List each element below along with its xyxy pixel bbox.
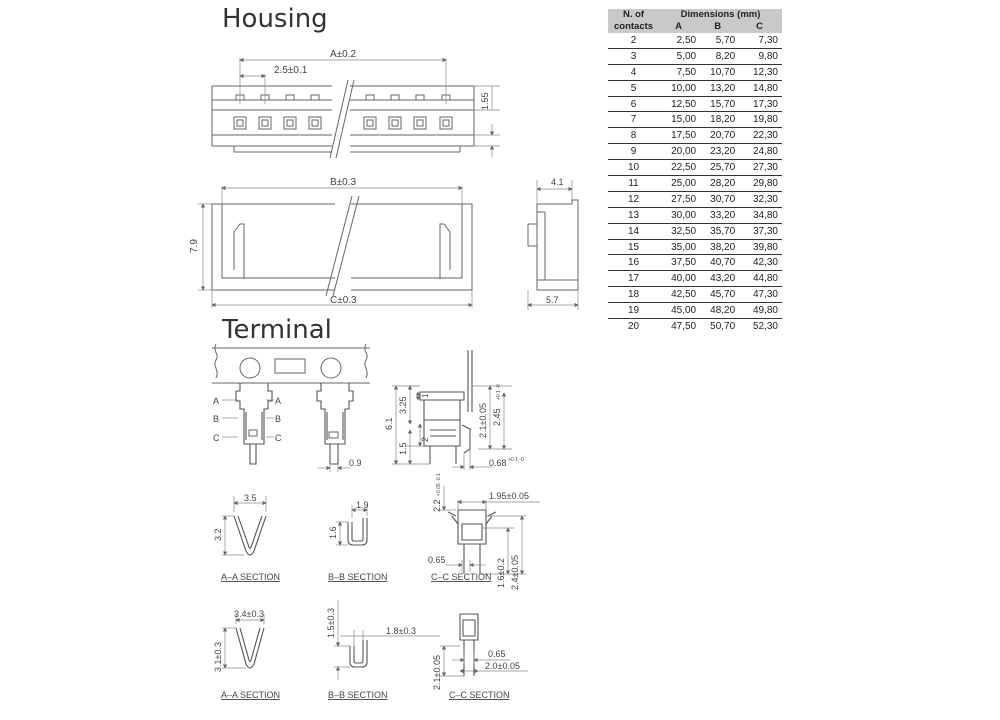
cell-contacts: 4 [608, 64, 659, 80]
cell-a: 17,50 [659, 128, 698, 144]
cell-b: 5,70 [698, 33, 737, 48]
cell-b: 10,70 [698, 64, 737, 80]
table-row [608, 319, 782, 334]
cell-c: 42,30 [737, 255, 782, 271]
section-aa-1 [213, 493, 280, 582]
cc1-left-tol: +0.05 -0.1 [436, 473, 442, 496]
cell-c: 37,30 [737, 223, 782, 239]
cell-a: 30,00 [659, 207, 698, 223]
cell-c: 14,80 [737, 80, 782, 96]
header-b: B [698, 21, 737, 33]
section-aa-2 [213, 609, 280, 700]
table-row [608, 223, 782, 239]
marker-a-left: A [213, 396, 220, 406]
header-c: C [737, 21, 782, 33]
cell-b: 50,70 [710, 320, 736, 332]
table-row [608, 207, 782, 223]
aa2-label: A–A SECTION [221, 690, 281, 700]
cell-a: 10,00 [659, 80, 698, 96]
bb1-height: 1.6 [328, 526, 338, 539]
cell-b: 33,20 [698, 207, 737, 223]
cc1-gap: 0.65 [428, 555, 446, 565]
cell-c: 29,80 [737, 176, 782, 192]
cell-c: 44,80 [737, 271, 782, 287]
dim-325: 3.25 [398, 396, 408, 414]
table-row [608, 48, 782, 64]
cc2-gap: 0.65 [488, 649, 506, 659]
dim-a: A±0.2 [330, 49, 357, 60]
cell-c: 7,30 [737, 33, 782, 48]
cell-c: 24,80 [737, 144, 782, 160]
cell-c: 49,80 [737, 303, 782, 319]
cell-contacts: 3 [608, 48, 659, 64]
cell-c: 52,30 [752, 320, 778, 332]
cell-c: 34,80 [737, 207, 782, 223]
cell-contacts: 5 [608, 80, 659, 96]
cell-a: 47,50 [671, 320, 697, 332]
aa1-height: 3.2 [213, 528, 223, 541]
dim-width-bottom: 5.7 [546, 295, 559, 305]
dim-61: 6.1 [384, 417, 394, 430]
cell-b: 40,70 [698, 255, 737, 271]
table-row [608, 271, 782, 287]
cc1-top: 1.95±0.05 [489, 491, 529, 501]
marker-c-left: C [213, 433, 220, 443]
housing-top-view [212, 49, 500, 158]
cell-a: 25,00 [659, 176, 698, 192]
cell-b: 38,20 [698, 239, 737, 255]
cell-a: 2,50 [659, 33, 698, 48]
table-row [608, 160, 782, 176]
cell-a: 42,50 [659, 287, 698, 303]
bb1-label: B–B SECTION [328, 572, 388, 582]
table-row [608, 144, 782, 160]
table-row [608, 303, 782, 319]
cell-a: 45,00 [659, 303, 698, 319]
cell-b: 43,20 [698, 271, 737, 287]
cell-b: 35,70 [698, 223, 737, 239]
cell-contacts: 7 [608, 112, 659, 128]
cell-b: 13,20 [698, 80, 737, 96]
cell-c: 19,80 [737, 112, 782, 128]
cc2-height: 2.1±0.05 [432, 655, 442, 690]
cell-contacts: 10 [608, 160, 659, 176]
aa2-width: 3.4±0.3 [234, 609, 264, 619]
section-cc-2 [432, 614, 528, 700]
cell-c: 27,30 [737, 160, 782, 176]
header-dimensions: Dimensions (mm) [659, 9, 782, 21]
marker-a-right: A [275, 396, 282, 406]
cell-a: 37,50 [659, 255, 698, 271]
dim-245: 2.45 [492, 408, 502, 426]
table-row [608, 239, 782, 255]
cell-a: 15,00 [659, 112, 698, 128]
cell-b: 18,20 [698, 112, 737, 128]
section-cc-1 [428, 473, 540, 590]
cell-contacts: 9 [608, 144, 659, 160]
cell-b: 28,20 [698, 176, 737, 192]
table-row [608, 176, 782, 192]
dim-09: 0.9 [349, 458, 362, 468]
cell-a: 7,50 [659, 64, 698, 80]
dim-b: B±0.3 [330, 177, 357, 188]
section-bb-1 [328, 500, 388, 582]
cell-b: 45,70 [698, 287, 737, 303]
cell-contacts: 11 [608, 176, 659, 192]
aa2-height: 3.1±0.3 [213, 642, 223, 672]
cell-a: 35,00 [659, 239, 698, 255]
dim-width-top: 4.1 [551, 177, 564, 187]
table-row [608, 287, 782, 303]
bb1-width: 1.9 [356, 500, 369, 510]
cell-c: 39,80 [737, 239, 782, 255]
cell-b: 20,70 [698, 128, 737, 144]
bb2-label: B–B SECTION [328, 690, 388, 700]
dim-pitch: 2.5±0.1 [274, 65, 308, 76]
dim-c: C±0.3 [330, 295, 357, 306]
cell-b: 23,20 [698, 144, 737, 160]
table-row [608, 191, 782, 207]
dimensions-table [608, 9, 782, 334]
dim-2: 2 [420, 436, 430, 442]
cell-contacts: 12 [608, 191, 659, 207]
aa1-width: 3.5 [244, 493, 257, 503]
header-contacts: N. of contacts [608, 9, 659, 33]
marker-b-right: B [275, 414, 282, 424]
cell-contacts: 18 [608, 287, 659, 303]
cell-contacts: 2 [608, 33, 659, 48]
dim-height-small: 1.55 [480, 92, 490, 110]
cell-b: 8,20 [698, 48, 737, 64]
dim-1: 1 [421, 393, 430, 398]
cell-a: 12,50 [659, 96, 698, 112]
cell-contacts: 16 [608, 255, 659, 271]
cc1-h2: 2.4±0.05 [510, 555, 520, 590]
tol-245: +0.1 -0 [496, 384, 502, 400]
cc2-width: 2.0±0.05 [485, 661, 520, 671]
table-row [608, 255, 782, 271]
cell-b: 15,70 [698, 96, 737, 112]
terminal-strip-view [212, 344, 370, 472]
housing-side-view [528, 177, 578, 310]
cc1-h1: 1.6±0.2 [496, 558, 506, 588]
cell-contacts: 13 [608, 207, 659, 223]
bb2-height: 1.5±0.3 [326, 608, 336, 638]
table-row [608, 96, 782, 112]
cell-a: 32,50 [659, 223, 698, 239]
cell-contacts: 6 [608, 96, 659, 112]
cell-a: 5,00 [659, 48, 698, 64]
dim-21: 2.1±0.05 [478, 403, 488, 438]
terminal-side-view [384, 350, 524, 470]
cell-c: 47,30 [737, 287, 782, 303]
cell-contacts: 8 [608, 128, 659, 144]
housing-front-view [189, 177, 472, 308]
cell-contacts: 14 [608, 223, 659, 239]
table-row [608, 64, 782, 80]
table-row [608, 80, 782, 96]
terminal-heading: Terminal [222, 315, 332, 345]
cell-b: 25,70 [698, 160, 737, 176]
dim-height: 7.9 [189, 239, 200, 253]
cell-b: 30,70 [698, 191, 737, 207]
cell-c: 32,30 [737, 191, 782, 207]
cell-contacts: 19 [608, 303, 659, 319]
header-a: A [659, 21, 698, 33]
table-row [608, 112, 782, 128]
housing-heading: Housing [222, 4, 328, 34]
section-bb-2 [326, 600, 440, 700]
cell-c: 17,30 [737, 96, 782, 112]
cell-a: 22,50 [659, 160, 698, 176]
cell-contacts: 20 [627, 320, 640, 332]
cell-a: 40,00 [659, 271, 698, 287]
table-row [608, 128, 782, 144]
table-row [608, 33, 782, 48]
bb2-width: 1.8±0.3 [386, 626, 416, 636]
cc1-label: C–C SECTION [431, 572, 492, 582]
cell-c: 9,80 [737, 48, 782, 64]
cell-contacts: 15 [608, 239, 659, 255]
cell-a: 20,00 [659, 144, 698, 160]
tol-068: +0.1 -0 [508, 457, 524, 463]
marker-c-right: C [275, 433, 282, 443]
cell-c: 22,30 [737, 128, 782, 144]
cell-c: 12,30 [737, 64, 782, 80]
dim-15: 1.5 [398, 442, 408, 455]
marker-b-left: B [213, 414, 220, 424]
cc2-label: C–C SECTION [449, 690, 510, 700]
cell-a: 27,50 [659, 191, 698, 207]
cell-b: 48,20 [698, 303, 737, 319]
aa1-label: A–A SECTION [221, 572, 281, 582]
dim-068: 0.68 [489, 458, 507, 468]
cell-contacts: 17 [608, 271, 659, 287]
cc1-left-h: 2.2 [432, 499, 442, 512]
